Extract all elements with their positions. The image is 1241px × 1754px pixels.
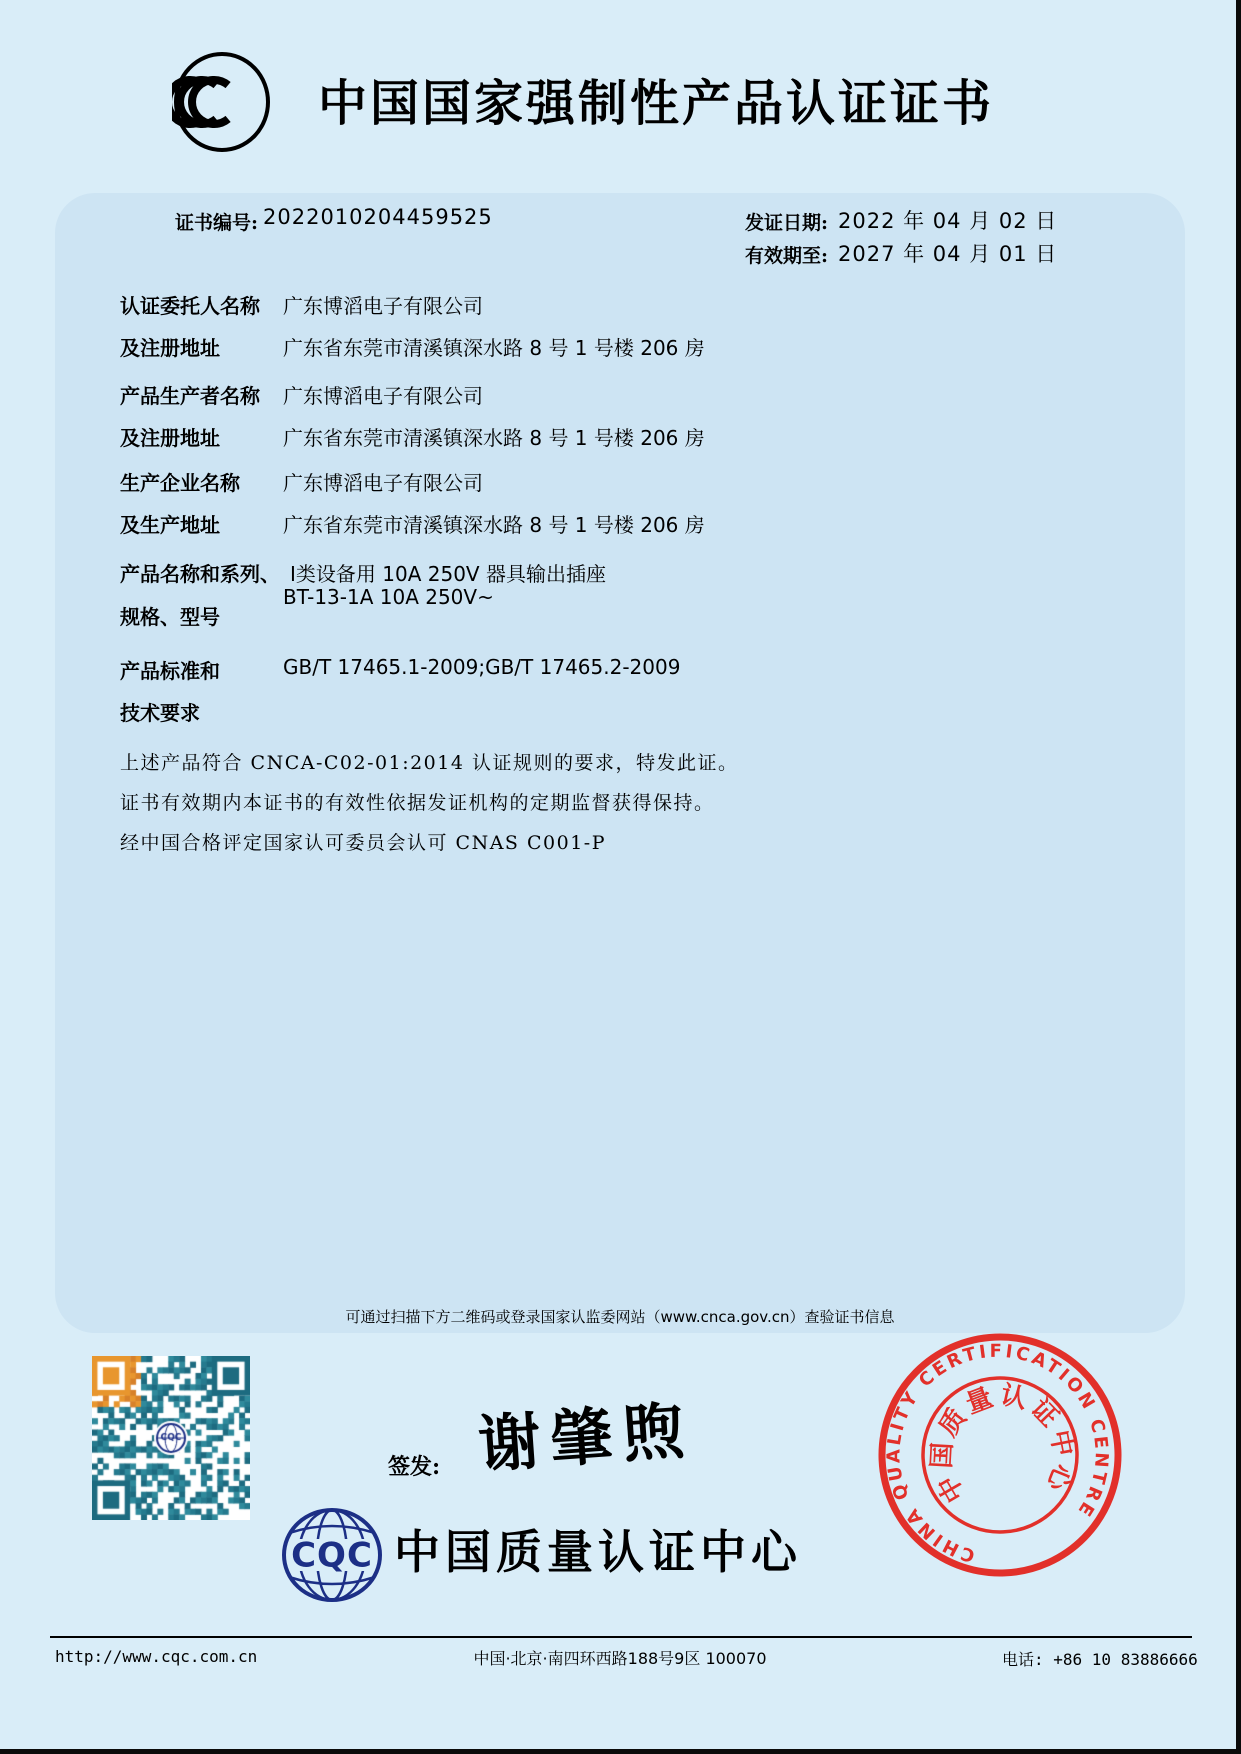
field-label: 产品名称和系列、 <box>120 562 280 586</box>
field-value: 广东博滔电子有限公司 <box>283 471 483 495</box>
scan-edge-bottom <box>0 1749 1241 1754</box>
ccc-logo-icon <box>172 52 272 152</box>
field-label: 技术要求 <box>120 701 200 725</box>
sign-label: 签发: <box>388 1454 441 1480</box>
issue-date-label: 发证日期: <box>745 212 829 234</box>
stamp-outer-text: CHINA QUALITY CERTIFICATION CENTRE <box>883 1340 1112 1566</box>
footer-website: http://www.cqc.com.cn <box>55 1647 258 1666</box>
field-value: 广东省东莞市清溪镇深水路 8 号 1 号楼 206 房 <box>283 513 705 537</box>
scan-edge-right <box>1236 0 1241 1754</box>
note-line: 上述产品符合 CNCA-C02-01:2014 认证规则的要求，特发此证。 <box>120 752 739 774</box>
note-line: 经中国合格评定国家认可委员会认可 CNAS C001-P <box>120 832 606 854</box>
field-value: GB/T 17465.1-2009;GB/T 17465.2-2009 <box>283 655 681 679</box>
field-label: 认证委托人名称 <box>120 294 260 318</box>
svg-text:CHINA QUALITY CERTIFICATION CE <box>865 1320 1135 1590</box>
field-value: Ⅰ类设备用 10A 250V 器具输出插座 <box>290 562 606 586</box>
field-label: 产品生产者名称 <box>120 384 260 408</box>
footer-phone: 电话: +86 10 83886666 <box>1002 1650 1198 1669</box>
field-value: 广东博滔电子有限公司 <box>283 384 483 408</box>
field-value: 广东省东莞市清溪镇深水路 8 号 1 号楼 206 房 <box>283 426 705 450</box>
issue-date-value: 2022 年 04 月 02 日 <box>838 209 1058 233</box>
signature: 谢肇煦 <box>476 1393 697 1482</box>
field-value: 广东博滔电子有限公司 <box>283 294 483 318</box>
expiry-date-value: 2027 年 04 月 01 日 <box>838 242 1058 266</box>
field-label: 及生产地址 <box>120 513 220 537</box>
expiry-date-label: 有效期至: <box>745 245 829 267</box>
stamp-inner-text: 中国质量认证中心 <box>926 1380 1080 1508</box>
field-value: 广东省东莞市清溪镇深水路 8 号 1 号楼 206 房 <box>283 336 705 360</box>
field-label: 产品标准和 <box>120 659 220 683</box>
org-name: 中国质量认证中心 <box>394 1525 802 1579</box>
field-label: 及注册地址 <box>120 426 220 450</box>
footer-address: 中国·北京·南四环西路188号9区 100070 <box>473 1649 767 1668</box>
qr-code <box>92 1356 250 1520</box>
field-label: 及注册地址 <box>120 336 220 360</box>
verify-note: 可通过扫描下方二维码或登录国家认监委网站（www.cnca.gov.cn）查验证书信息 <box>345 1308 895 1326</box>
cert-number-label: 证书编号: <box>175 212 259 234</box>
cqc-logo-text: CQC <box>291 1535 373 1576</box>
field-label: 规格、型号 <box>120 605 220 629</box>
field-label: 生产企业名称 <box>120 471 240 495</box>
field-value: BT-13-1A 10A 250V~ <box>283 585 494 609</box>
page-title: 中国国家强制性产品认证证书 <box>318 75 995 132</box>
red-stamp <box>865 1320 1135 1590</box>
footer-divider <box>50 1636 1192 1638</box>
cqc-logo-icon <box>280 1506 384 1604</box>
cert-number-value: 2022010204459525 <box>263 205 493 229</box>
note-line: 证书有效期内本证书的有效性依据发证机构的定期监督获得保持。 <box>120 792 715 814</box>
